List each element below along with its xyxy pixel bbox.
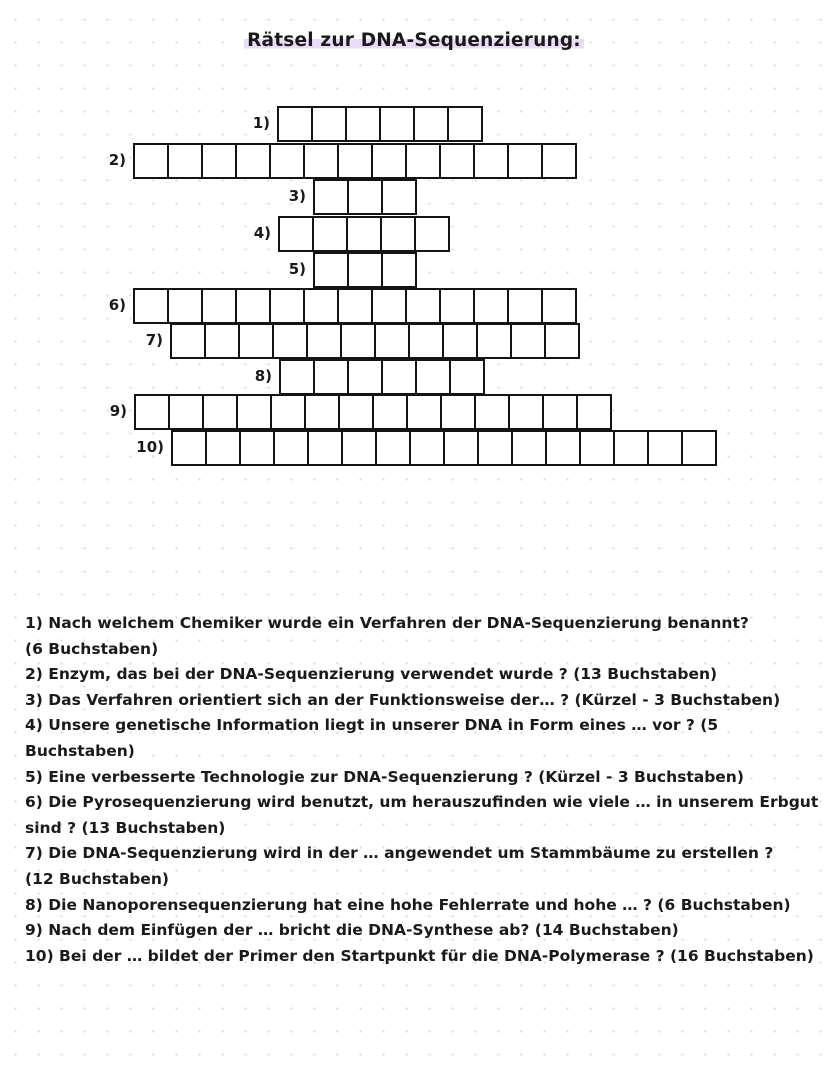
clue-10: 10) Bei der … bildet der Primer den Startpunkt für die DNA-Polymerase ? (16 Buchstaben) [25,946,814,965]
crossword-cell[interactable] [442,323,478,359]
crossword-cell[interactable] [238,323,274,359]
crossword-cell[interactable] [476,323,512,359]
crossword-row-8 [279,359,485,395]
row-2-number: 2) [108,151,126,169]
crossword-cell[interactable] [405,143,441,179]
crossword-cell[interactable] [371,143,407,179]
crossword-cell[interactable] [381,179,417,215]
crossword-cell[interactable] [313,179,349,215]
crossword-cell[interactable] [541,288,577,324]
crossword-grid [0,0,828,480]
crossword-cell[interactable] [337,143,373,179]
clue-6-cont: sind ? (13 Buchstaben) [25,818,226,837]
crossword-row-9 [134,394,612,430]
clue-1: 1) Nach welchem Chemiker wurde ein Verfahren der DNA-Sequenzierung benannt? [25,614,749,632]
row-3-number: 3) [288,187,306,205]
row-1-number: 1) [252,114,270,132]
crossword-cell[interactable] [168,394,204,430]
crossword-cell[interactable] [133,143,169,179]
crossword-cell[interactable] [167,288,203,324]
crossword-cell[interactable] [381,359,417,395]
clue-2: 2) Enzym, das bei der DNA-Sequenzierung verwendet wurde ? (13 Buchstaben) [25,665,718,684]
crossword-cell[interactable] [304,394,340,430]
crossword-row-1 [277,106,483,142]
crossword-cell[interactable] [613,430,649,466]
row-10-number: 10) [136,438,164,456]
crossword-cell[interactable] [341,430,377,466]
crossword-cell[interactable] [273,430,309,466]
clue-1-cont: (6 Buchstaben) [25,639,159,658]
crossword-cell[interactable] [201,143,237,179]
crossword-cell[interactable] [381,252,417,288]
crossword-cell[interactable] [202,394,238,430]
crossword-cell[interactable] [449,359,485,395]
crossword-cell[interactable] [507,288,543,324]
crossword-cell[interactable] [439,143,475,179]
crossword-cell[interactable] [345,106,381,142]
crossword-cell[interactable] [201,288,237,324]
title-text: Rätsel zur DNA-Sequenzierung: [244,30,584,51]
crossword-cell[interactable] [413,106,449,142]
crossword-cell[interactable] [269,288,305,324]
clue-7-cont: (12 Buchstaben) [25,869,169,888]
crossword-cell[interactable] [576,394,612,430]
crossword-cell[interactable] [439,288,475,324]
row-4-number: 4) [253,224,271,242]
crossword-cell[interactable] [447,106,483,142]
row-9-number: 9) [109,402,127,420]
crossword-cell[interactable] [270,394,306,430]
crossword-cell[interactable] [347,252,383,288]
crossword-cell[interactable] [510,323,546,359]
crossword-cell[interactable] [133,288,169,324]
crossword-cell[interactable] [303,143,339,179]
crossword-cell[interactable] [477,430,513,466]
crossword-cell[interactable] [409,430,445,466]
crossword-cell[interactable] [473,288,509,324]
crossword-cell[interactable] [307,430,343,466]
crossword-row-2 [133,143,577,179]
crossword-cell[interactable] [171,430,207,466]
crossword-cell[interactable] [236,394,272,430]
crossword-cell[interactable] [507,143,543,179]
crossword-cell[interactable] [347,179,383,215]
crossword-cell[interactable] [235,143,271,179]
crossword-cell[interactable] [415,359,451,395]
crossword-cell[interactable] [235,288,271,324]
crossword-cell[interactable] [313,359,349,395]
row-8-number: 8) [254,367,272,385]
crossword-cell[interactable] [312,216,348,252]
crossword-cell[interactable] [374,323,410,359]
crossword-cell[interactable] [346,216,382,252]
crossword-cell[interactable] [306,323,342,359]
crossword-cell[interactable] [405,288,441,324]
crossword-row-5 [313,252,417,288]
crossword-cell[interactable] [371,288,407,324]
row-5-number: 5) [288,260,306,278]
crossword-row-10 [171,430,717,466]
crossword-cell[interactable] [167,143,203,179]
crossword-cell[interactable] [579,430,615,466]
crossword-cell[interactable] [380,216,416,252]
crossword-cell[interactable] [545,430,581,466]
crossword-row-6 [133,288,577,324]
crossword-cell[interactable] [277,106,313,142]
crossword-cell[interactable] [414,216,450,252]
crossword-cell[interactable] [170,323,206,359]
crossword-cell[interactable] [508,394,544,430]
crossword-cell[interactable] [372,394,408,430]
row-6-number: 6) [108,296,126,314]
crossword-cell[interactable] [542,394,578,430]
crossword-row-3 [313,179,417,215]
crossword-cell[interactable] [337,288,373,324]
clue-9: 9) Nach dem Einfügen der … bricht die DNA-Synthese ab? (14 Buchstaben) [25,921,679,940]
crossword-cell[interactable] [474,394,510,430]
crossword-cell[interactable] [311,106,347,142]
crossword-cell[interactable] [239,430,275,466]
crossword-cell[interactable] [134,394,170,430]
clue-3: 3) Das Verfahren orientiert sich an der Funktionsweise der… ? (Kürzel - 3 Buchstaben) [25,690,781,709]
clue-8: 8) Die Nanoporensequenzierung hat eine hohe Fehlerrate und hohe … ? (6 Buchstaben) [25,895,791,914]
crossword-cell[interactable] [279,359,315,395]
clue-5: 5) Eine verbesserte Technologie zur DNA-Sequenzierung ? (Kürzel - 3 Buchstaben) [25,767,744,786]
crossword-cell[interactable] [408,323,444,359]
crossword-cell[interactable] [544,323,580,359]
crossword-cell[interactable] [272,323,308,359]
crossword-cell[interactable] [406,394,442,430]
crossword-cell[interactable] [278,216,314,252]
crossword-row-7 [170,323,580,359]
crossword-cell[interactable] [338,394,374,430]
crossword-cell[interactable] [340,323,376,359]
crossword-cell[interactable] [541,143,577,179]
crossword-cell[interactable] [303,288,339,324]
crossword-cell[interactable] [647,430,683,466]
row-7-number: 7) [145,331,163,349]
crossword-cell[interactable] [681,430,717,466]
crossword-cell[interactable] [347,359,383,395]
crossword-cell[interactable] [205,430,241,466]
crossword-cell[interactable] [511,430,547,466]
crossword-cell[interactable] [379,106,415,142]
crossword-cell[interactable] [204,323,240,359]
crossword-cell[interactable] [313,252,349,288]
crossword-cell[interactable] [375,430,411,466]
crossword-cell[interactable] [269,143,305,179]
crossword-cell[interactable] [473,143,509,179]
crossword-row-4 [278,216,450,252]
clue-7: 7) Die DNA-Sequenzierung wird in der … angewendet um Stammbäume zu erstellen ? [25,844,774,863]
crossword-cell[interactable] [440,394,476,430]
clue-4: 4) Unsere genetische Information liegt in unserer DNA in Form eines … vor ? (5 Buchstaben) [25,716,719,760]
crossword-cell[interactable] [443,430,479,466]
clue-list [25,611,820,969]
clue-6: 6) Die Pyrosequenzierung wird benutzt, um herauszufinden wie viele … in unserem Erbgut [25,793,819,812]
